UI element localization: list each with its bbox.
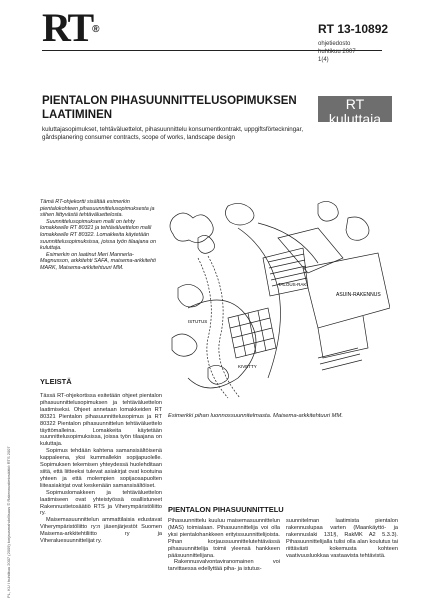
house-label: ASUIN-RAKENNUS <box>336 292 381 298</box>
meta-type: ohjetiedosto <box>318 41 351 47</box>
body-paragraph: Tässä RT-ohjekortissa esitetään ohjeet pientalon pihasuunnittelusopimuksen ja tehtäväluettelon laatimiseksi. Ohjeet annetaan lomakkeiden RT 80321 Pientalon pihasuunnittelusopimus ja RT 80322 Pientalon pihasuunnittelun tehtäväluettelo täyttömalleina. Lomakkeita käytetään suunnittelusopimuksissa, joissa työn tilaajana on kuluttaja. <box>40 393 162 448</box>
body-paragraph: suunnitelman laatimista pientalon rakennuslupaa varten (Maankäyttö- ja rakennuslaki 131§, RakMK A2 5.3.3). Pihasuunnittelijalla tulisi olla alan koulutus tai riittävästi kokemusta kohteen vaativuusluokkaa vastaavista tehtävistä. <box>286 518 398 559</box>
section-heading-general: YLEISTÄ <box>40 377 72 386</box>
paving-label: KIVETTY <box>238 364 257 369</box>
body-paragraph: Maisemasuunnittelun ammattilaisia edustavat Viherympäristöliitto ry:n jäsenjärjestöt Suomen Maisema-arkkitehtiliitto ry ja Viheraluesuunnittelijat ry. <box>40 517 162 545</box>
intro-text <box>40 199 160 272</box>
body-paragraph: Sopimuslomakkeen ja tehtäväluettelon laatimiseen ovat yhteistyössä osallistuneet Rakennustietosäätiö RTS ja Viherympäristöliitto ry. <box>40 489 162 517</box>
garden-plan-sketch <box>168 198 390 410</box>
badge-title: RT kuluttaja <box>328 96 382 127</box>
meta-page: 1(4) <box>318 57 329 63</box>
general-text <box>40 393 162 545</box>
category-badge <box>318 96 392 135</box>
page-title: PIENTALON PIHASUUNNITTELUSOPIMUKSEN LAATIMINEN <box>42 95 297 121</box>
meta-date: huhtikuu 2007 <box>318 49 356 55</box>
document-meta <box>318 40 356 64</box>
header-divider <box>42 50 382 51</box>
intro-paragraph: Tämä RT-ohjekortti sisältää esimerkin pientalokohteen pihasuunnittelusopimuksesta ja siihen liittyvästä tehtäväluettelosta. <box>40 199 155 219</box>
planting-label: ISTUTUS <box>188 319 208 324</box>
copyright-sidetext: PL, KU I huhtikuu 2007 (2009) korjausmahdollisuus © Rakennustietosäätiö RTS 2007 <box>6 446 11 598</box>
body-paragraph: Rakennusvalvontaviranomainen voi tarvittaessa edellyttää piha- ja istutus- <box>168 559 280 573</box>
figure-caption: Esimerkki pihan luonnossuunnitelmasta. Maisema-arkkitehtuuri MM. <box>168 413 343 419</box>
intro-paragraph: Suunnittelusopimuksen malli on tehty lomakkeelle RT 80321 ja tehtäväluettelon malli lomakkeelle RT 80322. Lomakkeita käytetään suunnittelusopimuksissa, joissa työn tilaajana on kuluttaja. <box>40 218 156 252</box>
body-paragraph: Pihasuunnittelu kuuluu maisemasuunnittelun (MAS) toimialaan. Pihasuunnittelija voi olla yksi pientalohankkeen erityissuunnittelijoista. Pihan korjaussuunnittelutehtävässä pihasuunnittelija toimii yleensä hankkeen pääsuunnittelijana. <box>168 518 280 559</box>
document-code: RT 13-10892 <box>318 22 389 36</box>
garden-design-text-col2 <box>286 518 398 559</box>
rt-logo: RT® <box>42 5 100 50</box>
section-heading-garden-design: PIENTALON PIHASUUNNITTELU <box>168 505 284 514</box>
keywords: kuluttajasopimukset, tehtäväluettelot, pihasuunnittelu konsumentkontrakt, uppgiftsförteckningar, gårdsplanering consumer contracts, scope of works, landscape design <box>42 126 304 141</box>
outbuilding-label: TALOUS-RAK. <box>278 282 308 287</box>
badge-subtitle: asiakirjamalli <box>333 126 377 135</box>
body-paragraph: Sopimus tehdään kahtena samansisältöisenä kappaleena, yksi kummallekin sopijapuolelle. Sopimuksen tekemisen yhteydessä huolehditaan siitä, että liitteeksi tulevat asiakirjat ovat kootuina yhteen ja että molempien sopijaosapuolten liiteasiakirjat ovat keskenään samansisältöiset. <box>40 448 162 489</box>
intro-paragraph: Esimerkin on laatinut Meri Mannerla-Magnusson, arkkitehti SAFA, maisema-arkkitehti MARK, Maisema-arkkitehtuuri MM. <box>40 251 156 271</box>
garden-design-text-col1 <box>168 518 280 573</box>
